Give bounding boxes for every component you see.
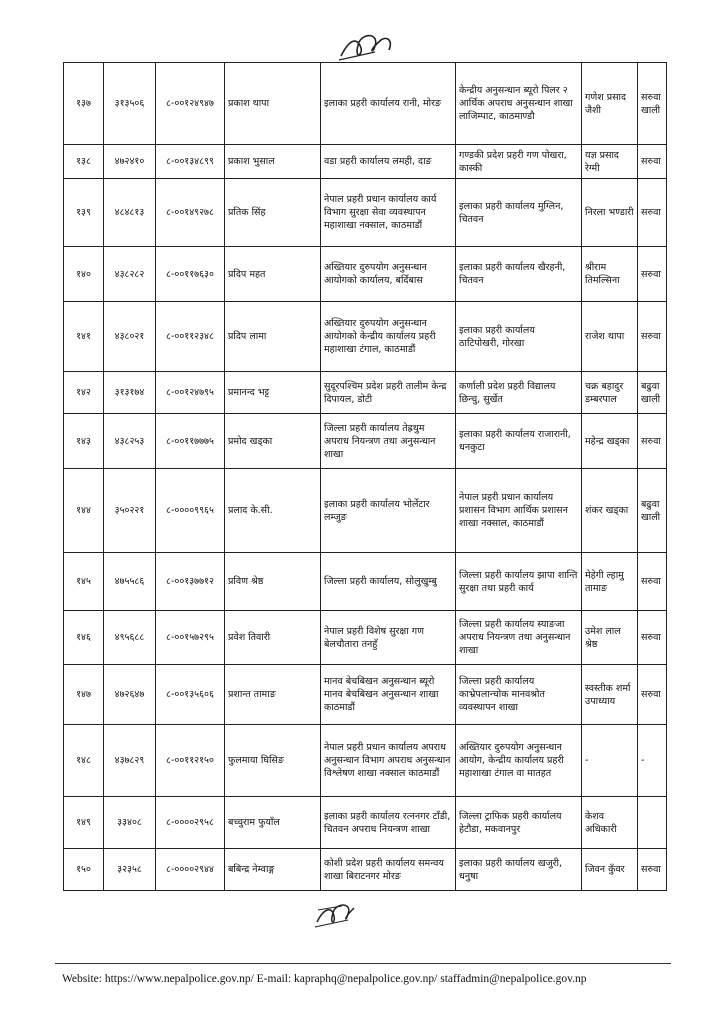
- cell-by: श्रीराम तिमल्सिना: [582, 247, 638, 302]
- cell-name: प्रलाद के.सी.: [225, 469, 321, 553]
- cell-from: कोशी प्रदेश प्रहरी कार्यालय समन्वय शाखा बिराटनगर मोरङ: [321, 849, 456, 891]
- cell-id: ४९५६८८: [104, 611, 156, 665]
- cell-to: जिल्ला प्रहरी कार्यालय झापा शान्ति सुरक्षा तथा प्रहरी कार्य: [456, 553, 582, 611]
- signature-top: [335, 30, 405, 64]
- cell-to: जिल्ला प्रहरी कार्यालय काभ्रेपलान्चोक मानवश्रोत व्यवस्थापन शाखा: [456, 665, 582, 725]
- cell-from: इलाका प्रहरी कार्यालय रानी, मोरङ: [321, 63, 456, 145]
- cell-code: ८-००१३७७१२: [156, 553, 225, 611]
- cell-name: बबिन्द्र नेम्वाङ्ग: [225, 849, 321, 891]
- cell-code: ८-००११२३४८: [156, 302, 225, 372]
- cell-sn: १४७: [64, 665, 104, 725]
- cell-name: प्रतिक सिंह: [225, 179, 321, 247]
- cell-name: प्रकाश थापा: [225, 63, 321, 145]
- cell-status: सरुवा: [638, 665, 667, 725]
- cell-by: केशव अधिकारी: [582, 797, 638, 849]
- cell-sn: १४१: [64, 302, 104, 372]
- cell-status: सरुवा: [638, 849, 667, 891]
- cell-status: सरुवा: [638, 611, 667, 665]
- cell-id: ४३८२५३: [104, 414, 156, 469]
- cell-from: इलाका प्रहरी कार्यालय रत्ननगर टाँडी, चितवन अपराध नियन्त्रण शाखा: [321, 797, 456, 849]
- table-row: [64, 797, 667, 849]
- cell-status: सरुवा: [638, 302, 667, 372]
- cell-status: सरुवा खाली: [638, 63, 667, 145]
- cell-id: ४७२६४७: [104, 665, 156, 725]
- table-row: [64, 849, 667, 891]
- cell-code: ८-००१३५६०६: [156, 665, 225, 725]
- footer-contact: Website: https://www.nepalpolice.gov.np/ E-mail: kapraphq@nepalpolice.gov.np/ staffadmin@nepalpolice.gov.np: [62, 973, 587, 985]
- cell-to: इलाका प्रहरी कार्यालय खैरहनी, चितवन: [456, 247, 582, 302]
- cell-code: ८-००११७७७५: [156, 414, 225, 469]
- cell-sn: १५०: [64, 849, 104, 891]
- cell-status: सरुवा: [638, 247, 667, 302]
- cell-name: प्रशान्त तामाङ: [225, 665, 321, 725]
- cell-status: बढुवा खाली: [638, 469, 667, 553]
- cell-to: जिल्ला प्रहरी कार्यालय स्याङजा अपराध नियन्त्रण तथा अनुसन्धान शाखा: [456, 611, 582, 665]
- cell-code: ८-००१२४७९५: [156, 372, 225, 414]
- cell-by: स्वस्तीक शर्मा उपाध्याय: [582, 665, 638, 725]
- cell-by: महेन्द्र खड्का: [582, 414, 638, 469]
- cell-to: इलाका प्रहरी कार्यालय मुग्लिन, चितवन: [456, 179, 582, 247]
- cell-by: गणेश प्रसाद जैशी: [582, 63, 638, 145]
- table-row: [64, 145, 667, 179]
- cell-status: [638, 797, 667, 849]
- cell-from: इलाका प्रहरी कार्यालय भोर्लेटार लम्जुङ: [321, 469, 456, 553]
- cell-status: सरुवा: [638, 145, 667, 179]
- cell-from: अख्तियार दुरुपयोग अनुसन्धान आयोगको कार्यालय, बर्दिबास: [321, 247, 456, 302]
- cell-code: ८-००१४९२७८: [156, 179, 225, 247]
- cell-code: ८-००१३४८९९: [156, 145, 225, 179]
- cell-name: प्रविण श्रेष्ठ: [225, 553, 321, 611]
- cell-name: प्रमोद खड्का: [225, 414, 321, 469]
- cell-name: प्रदिप लामा: [225, 302, 321, 372]
- table-row: [64, 469, 667, 553]
- cell-by: चक्र बहादुर डम्बरपाल: [582, 372, 638, 414]
- cell-id: ३५०२२१: [104, 469, 156, 553]
- cell-by: मेहेगी ल्हामु तामाङ: [582, 553, 638, 611]
- cell-from: जिल्ला प्रहरी कार्यालय तेह्रथुम अपराध नियन्त्रण तथा अनुसन्धान शाखा: [321, 414, 456, 469]
- cell-sn: १३९: [64, 179, 104, 247]
- cell-sn: १४३: [64, 414, 104, 469]
- cell-sn: १४६: [64, 611, 104, 665]
- cell-from: नेपाल प्रहरी प्रधान कार्यालय अपराध अनुसन्धान विभाग अपराध अनुसन्धान विश्लेषण शाखा नक्साल काठमाडौं: [321, 725, 456, 797]
- cell-status: सरुवा: [638, 414, 667, 469]
- table-row: [64, 553, 667, 611]
- cell-status: सरुवा: [638, 553, 667, 611]
- cell-sn: १३८: [64, 145, 104, 179]
- cell-from: अख्तियार दुरुपयोग अनुसन्धान आयोगको केन्द्रीय कार्यालय प्रहरी महाशाखा टंगाल, काठमाडौं: [321, 302, 456, 372]
- table-row: [64, 302, 667, 372]
- cell-code: ८-००००२९५८: [156, 797, 225, 849]
- cell-sn: १४४: [64, 469, 104, 553]
- cell-to: इलाका प्रहरी कार्यालय राजारानी, धनकुटा: [456, 414, 582, 469]
- table-row: [64, 247, 667, 302]
- cell-name: प्रदिप महत: [225, 247, 321, 302]
- table-row: [64, 665, 667, 725]
- cell-name: प्रकाश भुसाल: [225, 145, 321, 179]
- cell-code: ८-००११२१५०: [156, 725, 225, 797]
- cell-by: जिवन कुँवर: [582, 849, 638, 891]
- table-row: [64, 372, 667, 414]
- cell-to: नेपाल प्रहरी प्रधान कार्यालय प्रशासन विभाग आर्थिक प्रशासन शाखा नक्साल, काठमाडौं: [456, 469, 582, 553]
- cell-by: उमेश लाल श्रेष्ठ: [582, 611, 638, 665]
- table-row: [64, 63, 667, 145]
- cell-code: ८-००००९९६५: [156, 469, 225, 553]
- cell-sn: १४९: [64, 797, 104, 849]
- table-row: [64, 414, 667, 469]
- cell-from: मानव बेचबिखन अनुसन्धान ब्यूरो मानव बेचबिखन अनुसन्धान शाखा काठमाडौं: [321, 665, 456, 725]
- cell-code: ८-००००२९४४: [156, 849, 225, 891]
- cell-id: ३१३५०६: [104, 63, 156, 145]
- cell-from: नेपाल प्रहरी विशेष सुरक्षा गण बेलचौतारा तनहुँ: [321, 611, 456, 665]
- cell-status: सरुवा: [638, 179, 667, 247]
- cell-name: प्रवेश तिवारी: [225, 611, 321, 665]
- cell-by: राजेश थापा: [582, 302, 638, 372]
- cell-sn: १३७: [64, 63, 104, 145]
- cell-from: जिल्ला प्रहरी कार्यालय, सोलुखुम्बु: [321, 553, 456, 611]
- cell-id: ३३४०८: [104, 797, 156, 849]
- cell-id: ४३८२८२: [104, 247, 156, 302]
- cell-sn: १४५: [64, 553, 104, 611]
- table-row: [64, 179, 667, 247]
- cell-to: कर्णाली प्रदेश प्रहरी विद्यालय छिन्चु, सुर्खेत: [456, 372, 582, 414]
- cell-sn: १४८: [64, 725, 104, 797]
- cell-sn: १४२: [64, 372, 104, 414]
- cell-status: -: [638, 725, 667, 797]
- cell-from: वडा प्रहरी कार्यालय लमही, दाङ: [321, 145, 456, 179]
- cell-sn: १४०: [64, 247, 104, 302]
- footer-divider: [55, 963, 671, 964]
- cell-id: ३१३१७४: [104, 372, 156, 414]
- table-row: [64, 725, 667, 797]
- cell-code: ८-००११७६३०: [156, 247, 225, 302]
- cell-id: ४७५५८६: [104, 553, 156, 611]
- cell-status: बढुवा खाली: [638, 372, 667, 414]
- transfer-table: [63, 62, 667, 891]
- cell-to: इलाका प्रहरी कार्यालय ठाटिपोखरी, गोरखा: [456, 302, 582, 372]
- cell-by: शंकर खड्का: [582, 469, 638, 553]
- cell-from: नेपाल प्रहरी प्रधान कार्यालय कार्य विभाग सुरक्षा सेवा व्यवस्थापन महाशाखा नक्साल, काठमाडौं: [321, 179, 456, 247]
- cell-name: फुलमाया घिसिङ: [225, 725, 321, 797]
- cell-by: निरला भण्डारी: [582, 179, 638, 247]
- cell-to: केन्द्रीय अनुसन्धान ब्यूरो पिलर २ आर्थिक अपराध अनुसन्धान शाखा लाजिम्पाट, काठमाण्डौ: [456, 63, 582, 145]
- cell-id: ४७२४१०: [104, 145, 156, 179]
- cell-to: जिल्ला ट्राफिक प्रहरी कार्यालय हेटौडा, मकवानपुर: [456, 797, 582, 849]
- cell-id: ४८४८१३: [104, 179, 156, 247]
- cell-code: ८-००१५७२९५: [156, 611, 225, 665]
- cell-to: गण्डकी प्रदेश प्रहरी गण पोखरा, कास्की: [456, 145, 582, 179]
- cell-id: ३२३५८: [104, 849, 156, 891]
- cell-id: ४३७८२९: [104, 725, 156, 797]
- cell-code: ८-००१२४९४७: [156, 63, 225, 145]
- table-row: [64, 611, 667, 665]
- cell-to: अख्तियार दुरुपयोग अनुसन्धान आयोग, केन्द्रीय कार्यालय प्रहरी महाशाखा टंगाल वा मातहत: [456, 725, 582, 797]
- cell-name: प्रमानन्द भट्ट: [225, 372, 321, 414]
- cell-name: बच्चुराम फुयाँल: [225, 797, 321, 849]
- cell-id: ४३८०२१: [104, 302, 156, 372]
- cell-to: इलाका प्रहरी कार्यालय खजुरी, धनुषा: [456, 849, 582, 891]
- cell-by: -: [582, 725, 638, 797]
- cell-by: यज्ञ प्रसाद रेग्मी: [582, 145, 638, 179]
- signature-bottom: [312, 900, 374, 930]
- cell-from: सुदूरपश्चिम प्रदेश प्रहरी तालीम केन्द्र दिपायल, डोटी: [321, 372, 456, 414]
